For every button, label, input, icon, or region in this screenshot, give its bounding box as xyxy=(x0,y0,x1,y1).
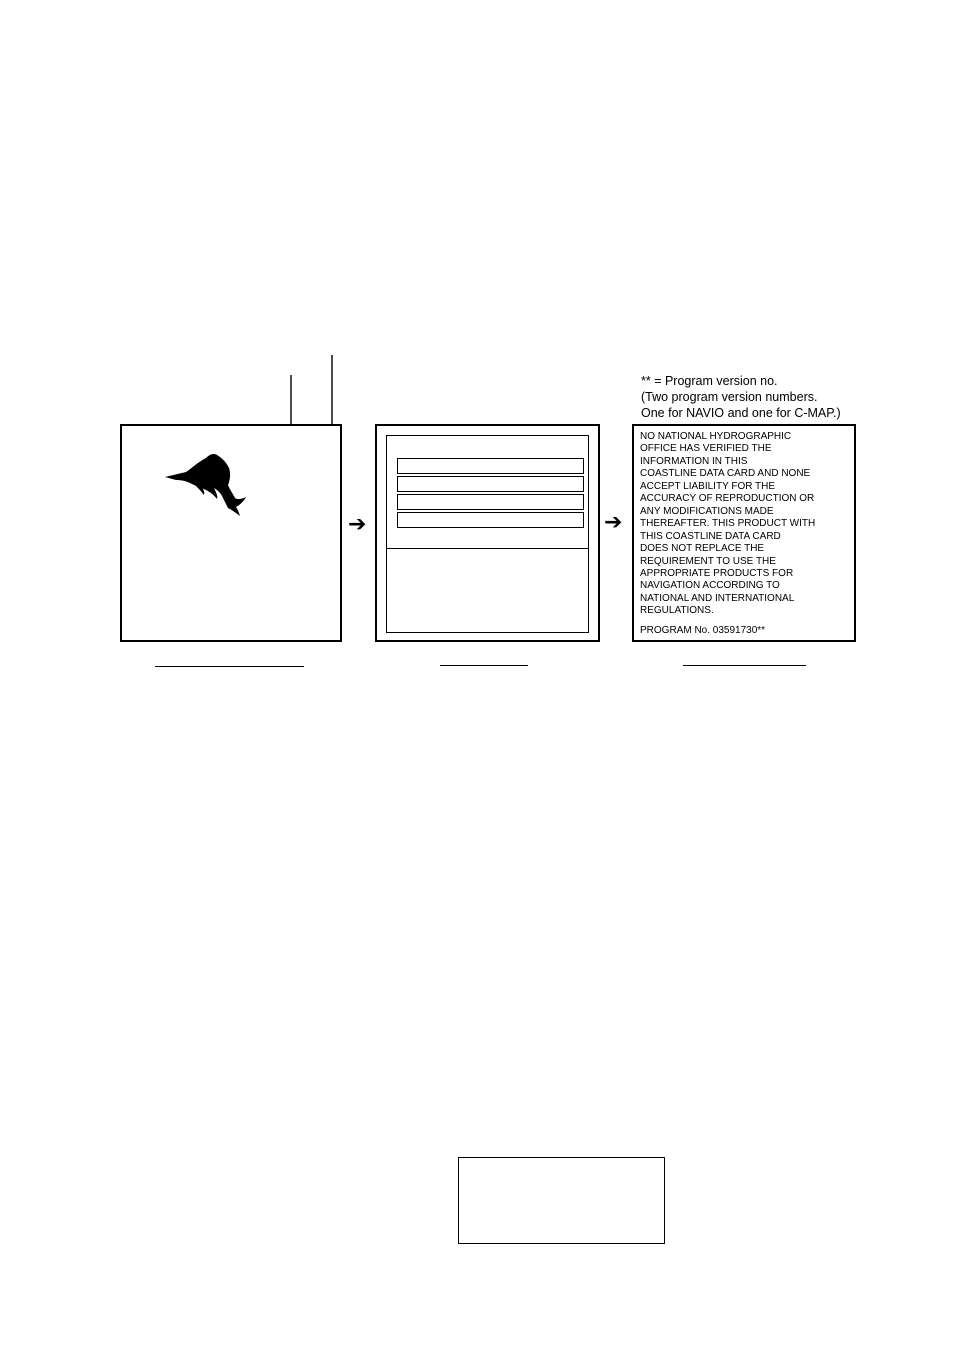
empty-box xyxy=(458,1157,665,1244)
disclaimer-line: THEREAFTER. THIS PRODUCT WITH xyxy=(640,518,816,530)
disclaimer-line: REGULATIONS. xyxy=(640,605,714,617)
disclaimer-line: OFFICE HAS VERIFIED THE xyxy=(640,443,772,455)
disclaimer-line: ACCURACY OF REPRODUCTION OR xyxy=(640,493,815,505)
disclaimer-line: ANY MODIFICATIONS MADE xyxy=(640,505,774,517)
note-line-3: One for NAVIO and one for C-MAP.) xyxy=(641,406,841,420)
disclaimer-line: DOES NOT REPLACE THE xyxy=(640,543,765,555)
disclaimer-screen xyxy=(632,424,856,642)
disclaimer-line: INFORMATION IN THIS xyxy=(640,455,748,467)
disclaimer-line: NATIONAL AND INTERNATIONAL xyxy=(640,592,795,604)
program-number: PROGRAM No. 03591730** xyxy=(640,625,766,636)
setup-field-4[interactable] xyxy=(397,512,584,528)
disclaimer-line: THIS COASTLINE DATA CARD xyxy=(640,530,781,542)
caption-underline-3 xyxy=(683,665,806,666)
next-arrow-icon: ➔ xyxy=(604,510,623,535)
program-version-note xyxy=(641,373,841,421)
setup-divider xyxy=(387,548,588,549)
setup-screen xyxy=(375,424,600,642)
note-line-2: (Two program version numbers. xyxy=(641,390,818,404)
disclaimer-line: APPROPRIATE PRODUCTS FOR xyxy=(640,567,794,579)
marlin-icon xyxy=(162,450,262,520)
disclaimer-line: NO NATIONAL HYDROGRAPHIC xyxy=(640,431,792,442)
startup-logo-screen xyxy=(120,424,342,642)
setup-window xyxy=(386,435,589,633)
disclaimer-text xyxy=(640,431,845,618)
setup-field-1[interactable] xyxy=(397,458,584,474)
caption-underline-2 xyxy=(440,665,528,666)
setup-field-3[interactable] xyxy=(397,494,584,510)
disclaimer-line: REQUIREMENT TO USE THE xyxy=(640,555,776,567)
next-arrow-icon: ➔ xyxy=(348,512,367,537)
caption-underline-1 xyxy=(155,666,304,667)
setup-field-2[interactable] xyxy=(397,476,584,492)
note-line-1: ** = Program version no. xyxy=(641,374,778,388)
disclaimer-line: NAVIGATION ACCORDING TO xyxy=(640,580,780,592)
disclaimer-line: COASTLINE DATA CARD AND NONE xyxy=(640,468,811,480)
disclaimer-line: ACCEPT LIABILITY FOR THE xyxy=(640,480,776,492)
